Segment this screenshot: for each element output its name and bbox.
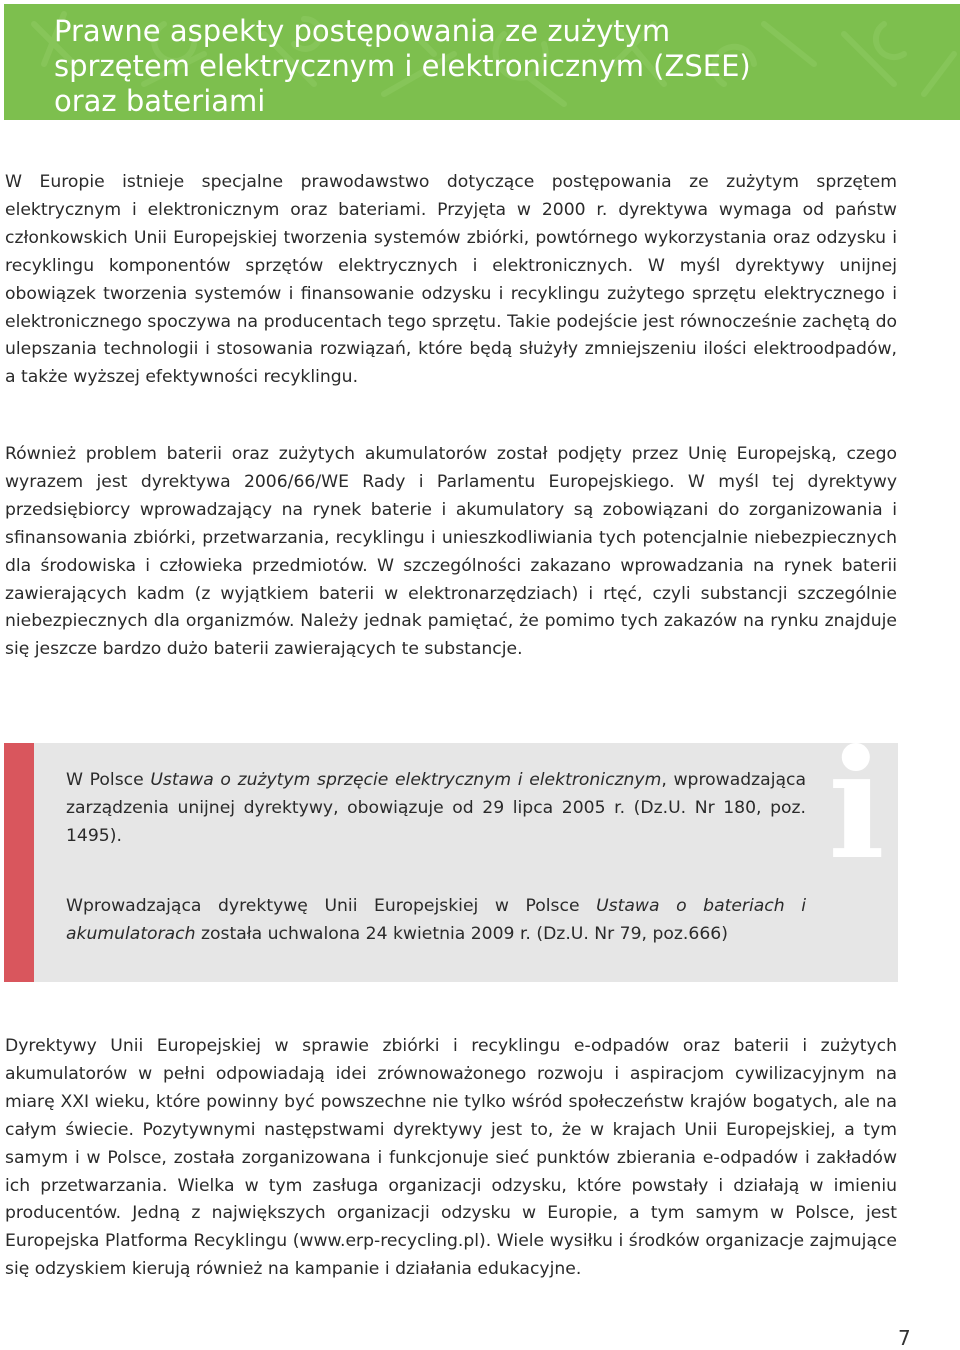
paragraph-sustainable-development: Dyrektywy Unii Europejskiej w sprawie zbiórki i recyklingu e-odpadów oraz baterii i zużytych akumulatorów w pełni odpowiadają idei zrównoważonego rozwoju i aspiracjom cywilizacyjnym na miarę XXI wieku, które powinny być powszechne nie tylko wśród społeczeństw krajów bogatych, ale na całym świecie. Pozytywnymi następstwami dyrektywy jest to, że w krajach Unii Europejskiej, a tym samym i w Polsce, została zorganizowana i funkcjonuje sieć punktów zbierania e-odpadów i zakładów ich przetwarzania. Wielka w tym zasługa organizacji odzysku, które powstały i działają w imieniu producentów. Jedną z największych organizacji odzysku w Europie, a tym samym w Polsce, jest Europejska Platforma Recyklingu (www.erp-recycling.pl). Wiele wysiłku i środków organizacje zajmujące się odzyskiem kierują również na kampanie i działania edukacyjne.	[5, 1036, 897, 1280]
header-banner	[4, 4, 960, 120]
page-title: Prawne aspekty postępowania ze zużytym sprzętem elektrycznym i elektronicznym (ZSEE) oraz bateriami	[54, 14, 751, 118]
info-icon: i	[828, 717, 885, 893]
info-note-text: , wprowadzająca zarządzenia unijnej dyrektywy, obowiązuje od 29 lipca 2005 r. (Dz.U. Nr 180, poz. 1495).	[66, 770, 806, 846]
info-note-text: W Polsce	[66, 770, 151, 790]
act-title: Ustawa o zużytym sprzęcie elektrycznym i elektronicznym	[150, 770, 662, 790]
info-note-weee-act	[66, 767, 806, 851]
info-note-text: Wprowadzająca dyrektywę Unii Europejskiej w Polsce	[66, 896, 597, 916]
info-note-text: została uchwalona 24 kwietnia 2009 r. (Dz.U. Nr 79, poz.666)	[195, 923, 728, 944]
info-note-battery-act	[66, 893, 806, 949]
page-number: 7	[898, 1326, 911, 1350]
info-box-accent-bar	[4, 743, 34, 982]
paragraph-eu-legislation: W Europie istnieje specjalne prawodawstwo dotyczące postępowania ze zużytym sprzętem elektrycznym i elektronicznym oraz bateriami. Przyjęta w 2000 r. dyrektywa wymaga od państw członkowskich Unii Europejskiej tworzenia systemów zbiórki, powtórnego wykorzystania oraz odzysku i recyklingu komponentów sprzętów elektrycznych i elektronicznych. W myśl dyrektywy unijnej obowiązek tworzenia systemów i finansowanie odzysku i recyklingu zużytego sprzętu elektrycznego i elektronicznego spoczywa na producentach tego sprzętu. Takie podejście jest równocześnie zachętą do ulepszania technologii i stosowania rozwiązań, które będą służyły zmniejszeniu ilości elektroodpadów, a także wyższej efektywności recyklingu.	[5, 172, 897, 388]
paragraph-batteries: Również problem baterii oraz zużytych akumulatorów został podjęty przez Unię Europejską, czego wyrazem jest dyrektywa 2006/66/WE Rady i Parlamentu Europejskiego. W myśl tej dyrektywy przedsiębiorcy wprowadzający na rynek baterie i akumulatory są zobowiązani do zorganizowania i sfinansowania zbiórki, przetwarzania, recyklingu i unieszkodliwiania tych potencjalnie niebezpiecznych dla środowiska i człowieka przedmiotów. W szczególności zakazano wprowadzania na rynek baterii zawierających kadm (z wyjątkiem baterii w elektronarzędziach) i rtęć, czyli substancji szczególnie niebezpiecznych dla organizmów. Należy jednak pamiętać, że pomimo tych zakazów na rynku znajduje się jeszcze bardzo dużo baterii zawierających te substancje.	[5, 444, 897, 660]
act-title: Ustawa o bateriach i akumulatorach	[66, 896, 806, 944]
